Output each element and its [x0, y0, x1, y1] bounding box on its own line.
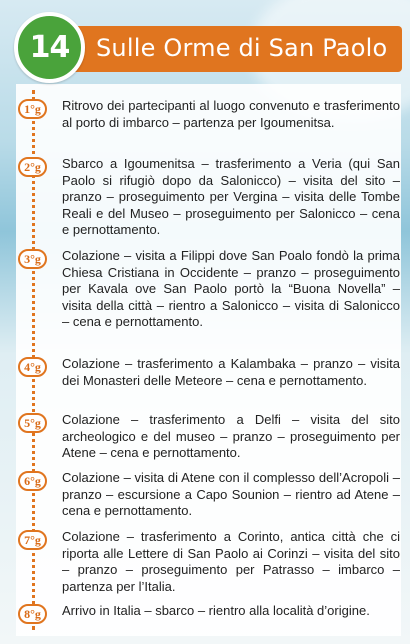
day-description: Colazione – trasferimento a Corinto, antica città che ci riporta alle Lettere di San Paolo ai Corinzi – visita del sito – pranzo – proseguimento per Patrasso – imbarco – partenza per l’Italia. [62, 529, 400, 594]
day-description: Arrivo in Italia – sbarco – rientro alla località d’origine. [62, 603, 370, 618]
day-description: Colazione – trasferimento a Kalambaka – pranzo – visita dei Monasteri delle Meteore – cena e pernottamento. [62, 356, 400, 388]
day-label: 7°g [18, 530, 47, 550]
day-label: 8°g [18, 604, 47, 624]
itinerary-number-badge [14, 12, 85, 83]
day-description: Ritrovo dei partecipanti al luogo convenuto e trasferimento al porto di imbarco – partenza per Igoumenitsa. [62, 98, 400, 130]
day-description: Colazione – visita a Filippi dove San Poalo fondò la prima Chiesa Cristiana in Occidente – pranzo – proseguimento per Kavala ove San Paolo portò la “Buona Novella” – visita della città – rientro a Salonicco – visita di Salonicco – cena e pernottamento. [62, 248, 400, 329]
day-description: Sbarco a Igoumenitsa – trasferimento a Veria (qui San Paolo si rifugiò dopo da Salonicco) – visita del sito – pranzo – proseguimento per Vergina – visita delle Tombe Reali e del Museo – proseguimento per Salonicco – cena e pernottamento. [62, 156, 400, 237]
title-banner [44, 26, 402, 72]
itinerary-number: 14 [29, 30, 70, 65]
day-description: Colazione – trasferimento a Delfi – visita del sito archeologico e del museo – pranzo – proseguimento per Atene – cena e pernottamento. [62, 412, 400, 460]
itinerary-title: Sulle Orme di San Paolo [96, 34, 388, 62]
itinerary-header [0, 0, 410, 92]
day-label: 3°g [18, 249, 47, 269]
day-label: 5°g [18, 413, 47, 433]
day-description: Colazione – visita di Atene con il complesso dell’Acropoli – pranzo – escursione a Capo Sounion – rientro ad Atene – cena e pernottamento. [62, 470, 400, 518]
day-label: 1°g [18, 99, 47, 119]
day-label: 4°g [18, 357, 47, 377]
day-label: 6°g [18, 471, 47, 491]
day-label: 2°g [18, 157, 47, 177]
